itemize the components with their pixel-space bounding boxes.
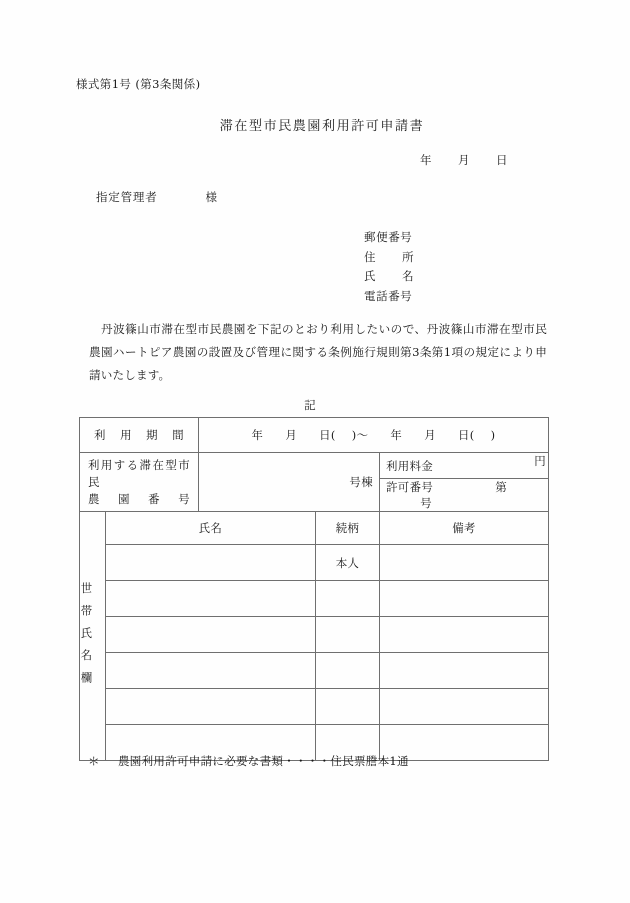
date-year: 年 [420,153,432,167]
table-row-period [80,418,549,453]
household-remarks-input[interactable] [380,617,549,653]
household-relation-input[interactable]: 本人 [316,545,380,581]
household-name-input[interactable] [106,581,316,617]
applicant-postal-code-label: 郵便番号 [364,230,413,244]
household-name-input[interactable] [106,545,316,581]
household-vertical-label: 世帯氏名欄 [79,582,94,694]
table-row [80,689,549,725]
document-title: 滞在型市民農園利用許可申請書 [219,119,425,134]
household-remarks-input[interactable] [380,689,549,725]
footnote-text: 農園利用許可申請に必要な書類・・・・住民票謄本1通 [118,754,409,768]
permit-gou: 号 [420,496,433,510]
date-month: 月 [458,153,470,167]
applicant-name-label: 氏 名 [364,269,415,283]
household-header-remarks: 備考 [380,512,549,545]
plot-number-label-cell [80,453,199,512]
footnote [88,753,409,769]
table-row [80,581,549,617]
form-number: 様式第1号 (第3条関係) [76,77,201,91]
household-remarks-input[interactable] [380,653,549,689]
household-remarks-input[interactable] [380,581,549,617]
table-row-plot-fee [80,453,549,479]
date-line [420,152,508,168]
household-name-input[interactable] [106,689,316,725]
addressee-name: 指定管理者 [96,190,158,204]
household-relation-input[interactable] [316,617,380,653]
plot-number-label-line1: 利用する滞在型市民 [88,457,191,489]
date-day: 日 [496,153,508,167]
applicant-phone-label: 電話番号 [364,288,413,303]
fee-unit: 円 [534,454,547,468]
asterisk-marker: ＊ [88,754,100,768]
plot-number-unit: 号棟 [349,475,374,489]
plot-number-value-cell[interactable] [199,453,380,512]
household-remarks-input[interactable] [380,545,549,581]
permit-number-label: 許可番号 [386,480,434,494]
plot-number-label-line2: 農園番号 [88,491,191,506]
permit-dai: 第 [495,480,508,494]
application-table [79,417,549,761]
table-row [80,653,549,689]
addressee-honorific: 様 [205,190,218,204]
fee-cell[interactable] [380,453,549,479]
applicant-address-label: 住 所 [364,249,415,264]
household-name-input[interactable] [106,653,316,689]
table-row-household-header [80,512,549,545]
household-name-input[interactable] [106,617,316,653]
household-header-name: 氏名 [106,512,316,545]
applicant-info-block [364,228,414,306]
table-row [80,617,549,653]
household-relation-input[interactable] [316,689,380,725]
household-relation-input[interactable] [316,653,380,689]
period-label: 利用期間 [94,428,185,442]
household-vertical-label-cell [80,512,106,761]
ki-mark: 記 [304,398,316,412]
household-relation-input[interactable] [316,581,380,617]
period-value-cell[interactable] [199,418,549,453]
permit-number-cell[interactable] [380,479,549,512]
period-label-cell [80,418,199,453]
body-paragraph: 丹波篠山市滞在型市民農園を下記のとおり利用したいので、丹波篠山市滞在型市民農園ハートピア農園の設置及び管理に関する条例施行規則第3条第1項の規定により申請いたします。 [89,322,547,382]
household-header-relation: 続柄 [316,512,380,545]
fee-label: 利用料金 [386,458,434,473]
addressee [96,189,218,205]
period-value: 年 月 日( )〜 年 月 日( ) [251,428,496,442]
table-row [80,545,549,581]
